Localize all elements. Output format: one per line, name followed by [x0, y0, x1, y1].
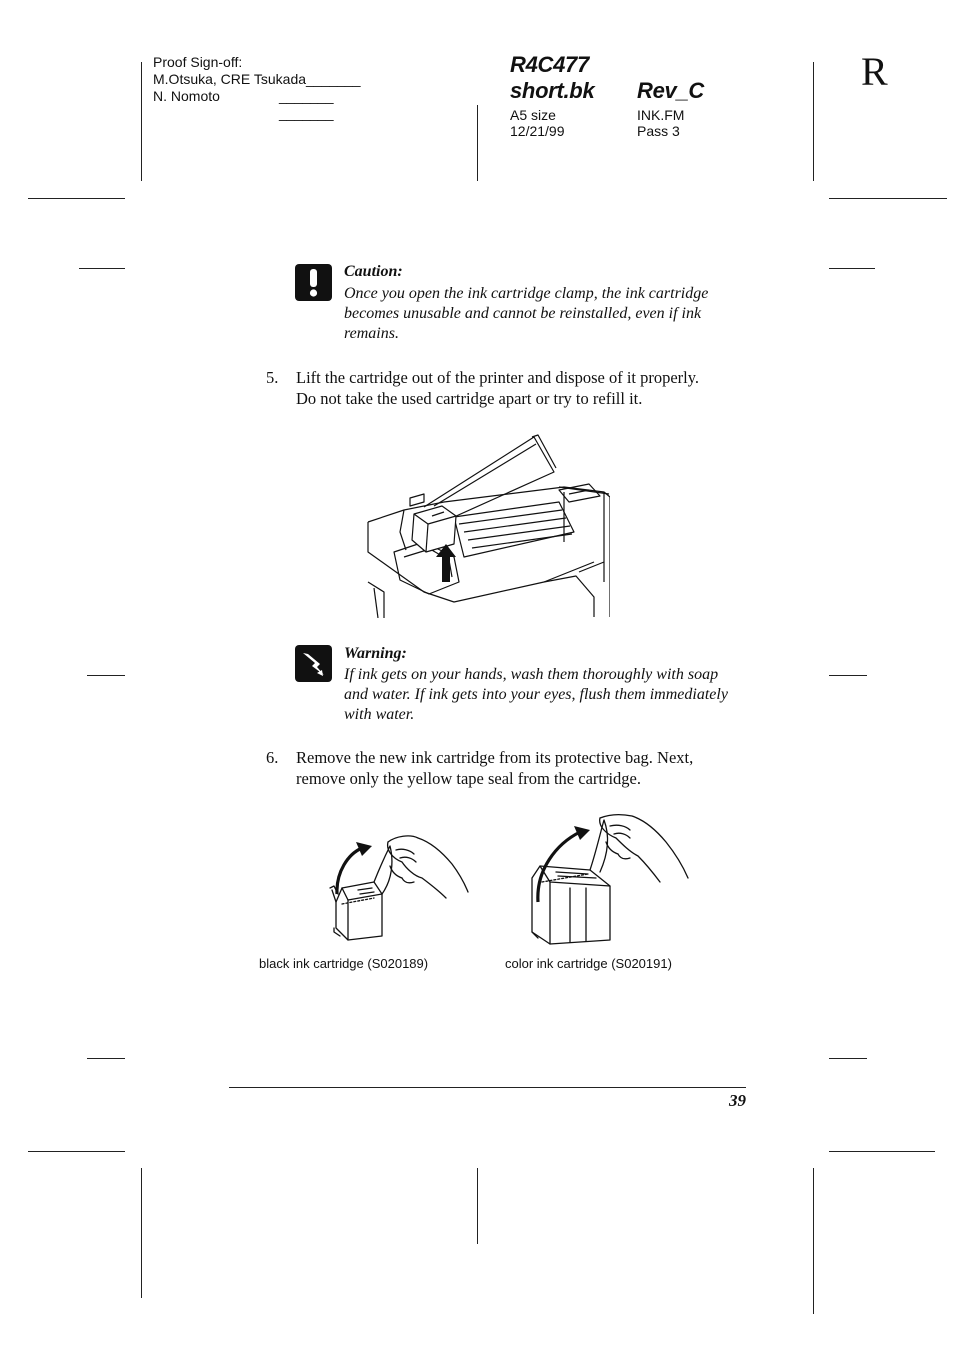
color-cartridge-caption: color ink cartridge (S020191) [505, 956, 672, 971]
signoff-label: Proof Sign-off: [153, 54, 243, 70]
crop-mark [28, 1151, 125, 1152]
crop-mark [477, 1168, 478, 1244]
step-line: Remove the new ink cartridge from its protective bag. Next, [296, 748, 694, 767]
caution-line: remains. [344, 325, 399, 342]
caution-line: becomes unusable and cannot be reinstalled, even if ink [344, 305, 702, 322]
crop-mark [829, 268, 875, 269]
crop-mark [477, 105, 478, 181]
crop-mark [829, 198, 947, 199]
step-line: Do not take the used cartridge apart or try to refill it. [296, 389, 643, 408]
crop-mark [813, 62, 814, 181]
crop-mark [141, 62, 142, 181]
footer-rule [229, 1087, 746, 1088]
signoff-nomoto: N. Nomoto [153, 88, 220, 104]
crop-mark [829, 675, 867, 676]
crop-mark [829, 1058, 867, 1059]
step-line: remove only the yellow tape seal from the cartridge. [296, 769, 641, 788]
doc-id: R4C477 [510, 52, 589, 77]
step-5-text [296, 367, 766, 409]
proof-signoff [153, 54, 361, 122]
exclamation-icon [295, 264, 332, 301]
crop-mark [141, 1168, 142, 1298]
warning-body [344, 665, 764, 725]
signoff-line-1: _______ [279, 88, 334, 104]
caution-title: Caution: [344, 263, 403, 280]
crop-mark [813, 1168, 814, 1314]
caution-body [344, 284, 764, 344]
crop-mark [28, 198, 125, 199]
step-line: Lift the cartridge out of the printer and dispose of it properly. [296, 368, 700, 387]
black-cartridge-illustration [322, 832, 472, 944]
step-number: 5. [266, 368, 279, 387]
warning-title: Warning: [344, 645, 407, 662]
crop-mark [79, 268, 125, 269]
warning-line: and water. If ink gets into your eyes, flush them immediately [344, 686, 728, 703]
crop-mark [829, 1151, 935, 1152]
revision: Rev_C [637, 78, 704, 103]
caution-line: Once you open the ink cartridge clamp, the ink cartridge [344, 285, 709, 302]
crop-mark [87, 675, 125, 676]
file-name: INK.FM [637, 107, 685, 123]
warning-line: If ink gets on your hands, wash them thoroughly with soap [344, 666, 719, 683]
page-number: 39 [729, 1091, 746, 1110]
warning-line: with water. [344, 706, 415, 723]
signoff-otsuka: M.Otsuka, CRE Tsukada_______ [153, 71, 361, 87]
step-number: 6. [266, 748, 279, 767]
date: 12/21/99 [510, 123, 565, 139]
black-cartridge-caption: black ink cartridge (S020189) [259, 956, 429, 971]
printer-illustration [364, 432, 610, 618]
lightning-icon [295, 645, 332, 682]
step-6-text [296, 747, 766, 789]
color-cartridge-illustration [526, 812, 692, 948]
book-name: short.bk [510, 78, 595, 103]
corner-letter: R [861, 49, 888, 94]
pass: Pass 3 [637, 123, 680, 139]
crop-mark [87, 1058, 125, 1059]
page-size: A5 size [510, 107, 556, 123]
signoff-line-2: _______ [279, 105, 334, 121]
